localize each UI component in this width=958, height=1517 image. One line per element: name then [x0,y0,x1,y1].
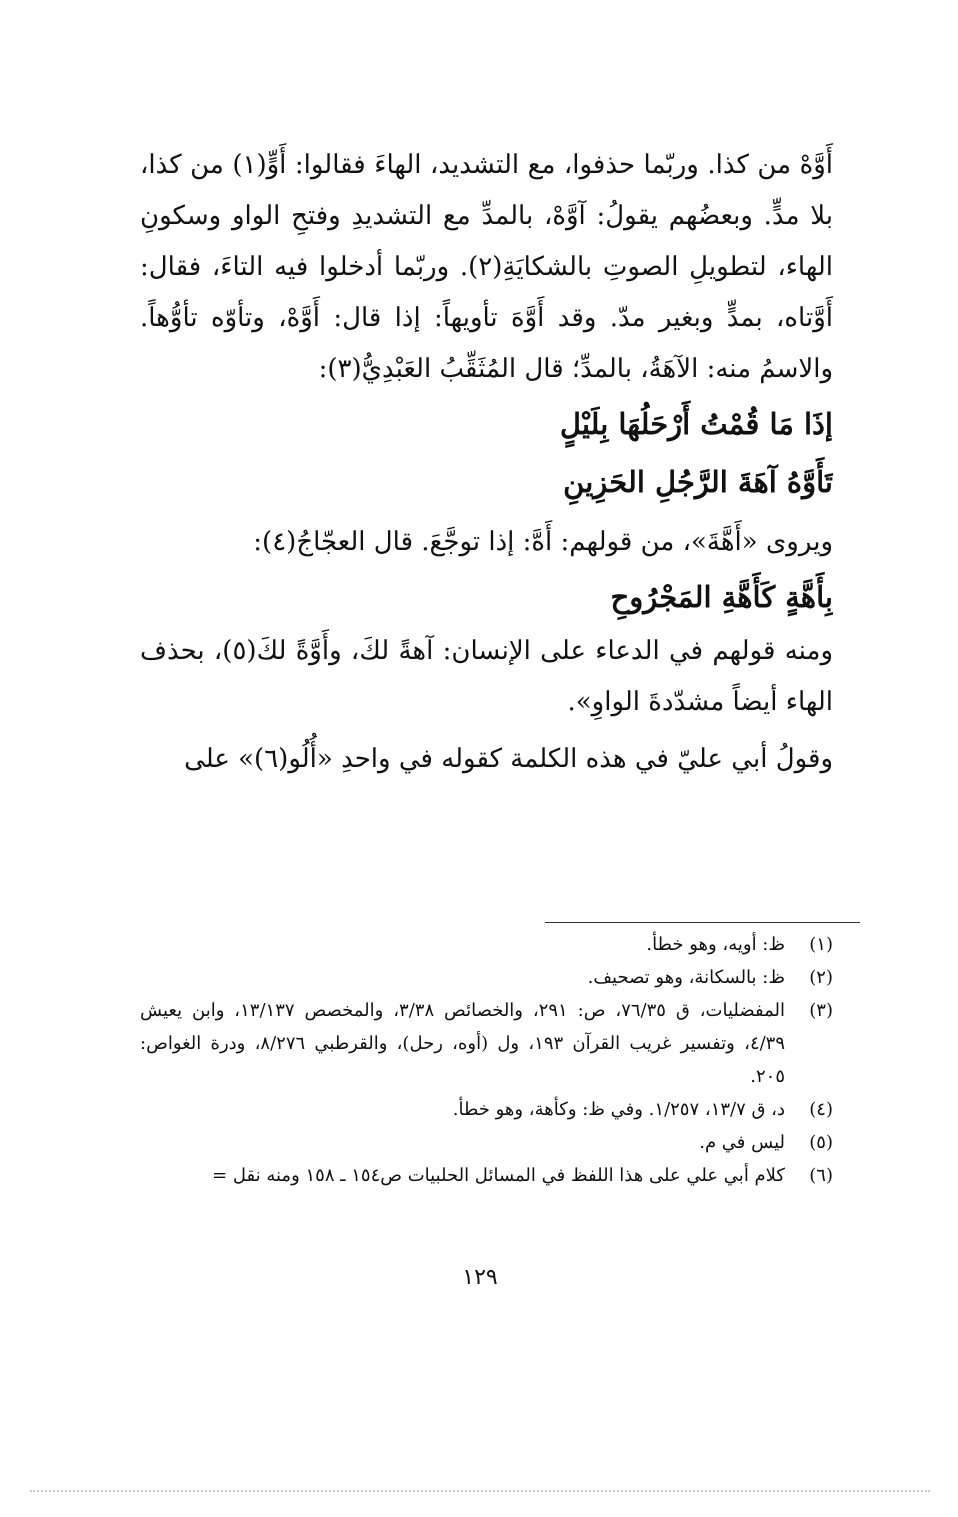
footnote-3 [140,994,833,1093]
footnote-5 [140,1126,833,1159]
scan-edge-artifact [30,1490,930,1492]
paragraph-1: أَوَّهْ من كذا. وربّما حذفوا، مع التشديد، الهاءَ فقالوا: أَوٍّ(١) من كذا، بلا مدٍّ. وبعضُهم يقولُ: آوَّهْ، بالمدِّ مع التشديدِ وفتحِ الواو وسكونِ الهاء، لتطويلِ الصوتِ بالشكايَةِ(٢). وربّما أدخلوا فيه التاءَ، فقال: أَوَّتاه، بمدٍّ وبغير مدّ. وقد أَوَّهَ تأويهاً: إذا قال: أَوَّهْ، وتأوّه تأوُّهاً. والاسمُ منه: الآهَةُ، بالمدِّ؛ قال المُثَقِّبُ العَبْدِيُّ(٣): [140,150,833,384]
page-number: ١٢٩ [462,1265,498,1290]
footnote-number: (٦) [809,1165,833,1186]
footnote-text: المفضليات، ق ٧٦/٣٥، ص: ٢٩١، والخصائص ٣/٣٨، والمخصص ١٣/١٣٧، وابن يعيش ٤/٣٩، وتفسير غريب القرآن ١٩٣، ول (أوه، رحل)، والقرطبي ٨/٢٧٦، ودرة الغواص: ٢٠٥. [140,1000,786,1087]
footnote-number: (٤) [809,1099,833,1120]
footnote-number: (٥) [809,1132,833,1153]
footnote-text: د، ق ١٣/٧، ١/٢٥٧. وفي ظ: وكأهة، وهو خطأ. [452,1099,785,1120]
verse-1-hemistich-2: تَأَوَّهُ آهَةَ الرَّجُلِ الحَزِينِ [563,465,833,499]
footnote-1 [140,928,833,961]
footnote-2 [140,961,833,994]
paragraph-3: ومنه قولهم في الدعاء على الإنسان: آهةً لكَ، وأَوَّةً لكَ(٥)، بحذف الهاء أيضاً مشدّدةَ الواوِ». [140,636,834,717]
verse-2: بِأَهَّةٍ كَأَهَّةِ المَجْرُوحِ [610,580,833,614]
footnote-number: (١) [809,934,833,955]
footnote-text: ليس في م. [699,1132,785,1153]
footnote-number: (٢) [809,967,833,988]
footnote-4 [140,1093,833,1126]
footnote-6 [140,1159,833,1192]
footnotes [140,928,833,1192]
footnote-text: ظ: بالسكانة، وهو تصحيف. [587,967,785,988]
main-text [140,140,833,785]
verse-1-hemistich-1: إذَا مَا قُمْتُ أَرْحَلُهَا بِلَيْلٍ [559,407,833,441]
footnote-text: كلام أبي علي على هذا اللفظ في المسائل الحلبيات ص١٥٤ ـ ١٥٨ ومنه نقل = [212,1165,785,1186]
paragraph-2: ويروى «أَهَّةَ»، من قولهم: أَهَّ: إذا توجَّعَ. قال العجّاجُ(٤): [253,527,833,557]
paragraph-4: وقولُ أبي عليّ في هذه الكلمة كقوله في واحدِ «أُلُو(٦)» على [184,744,833,774]
footnote-separator [545,922,860,923]
footnote-number: (٣) [809,1000,833,1021]
footnote-text: ظ: أويه، وهو خطأ. [646,934,785,955]
